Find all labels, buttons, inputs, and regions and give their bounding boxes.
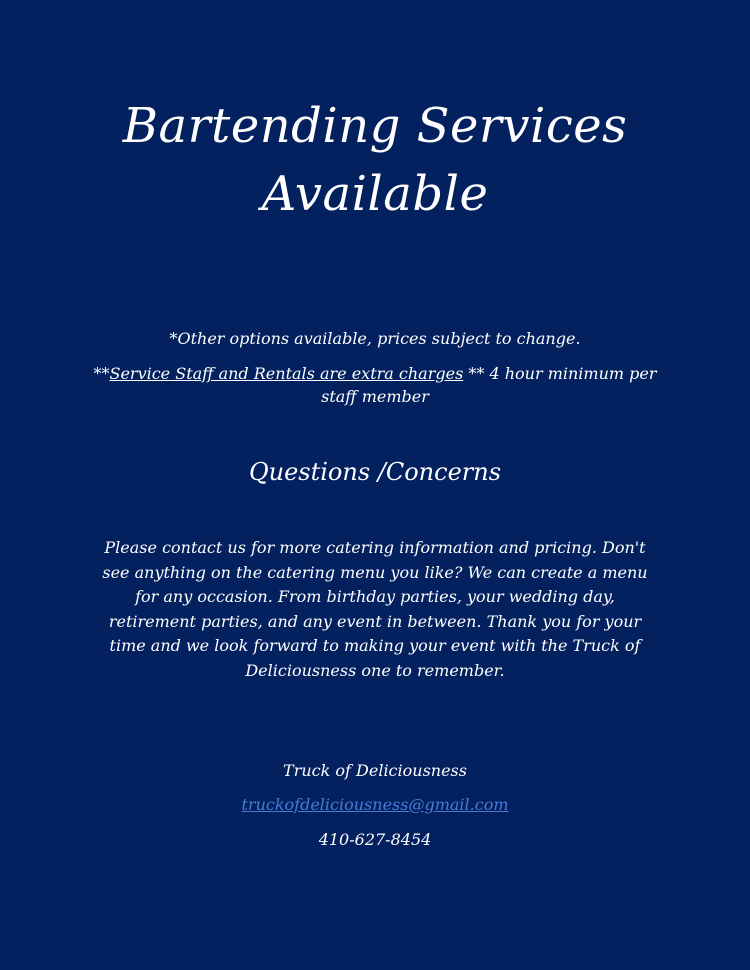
company-name: Truck of Deliciousness xyxy=(283,761,467,780)
title-line-2: Available xyxy=(261,166,489,222)
minimum-text: ** 4 hour minimum per staff member xyxy=(321,364,657,406)
extra-charges-text: Service Staff and Rentals are extra charges xyxy=(109,364,464,383)
email-link[interactable]: truckofdeliciousness@gmail.com xyxy=(241,795,509,814)
contact-paragraph: Please contact us for more catering information and pricing. Don't see anything on the catering menu you like? We can create a menu for any occasion. From birthday parties, your wedding day, retirement parties, and any event in between. Thank you for your time and we look forward to making your event with the Truck of Deliciousness one to remember. xyxy=(102,538,648,680)
page-title xyxy=(0,92,750,228)
phone-number: 410-627-8454 xyxy=(318,830,432,849)
title-line-1: Bartending Services xyxy=(122,98,628,154)
note-prefix: ** xyxy=(93,364,110,383)
extra-charges-note xyxy=(90,362,660,408)
other-options-note: *Other options available, prices subject to change. xyxy=(169,329,581,348)
questions-heading: Questions /Concerns xyxy=(248,458,502,486)
email-line xyxy=(0,794,750,816)
